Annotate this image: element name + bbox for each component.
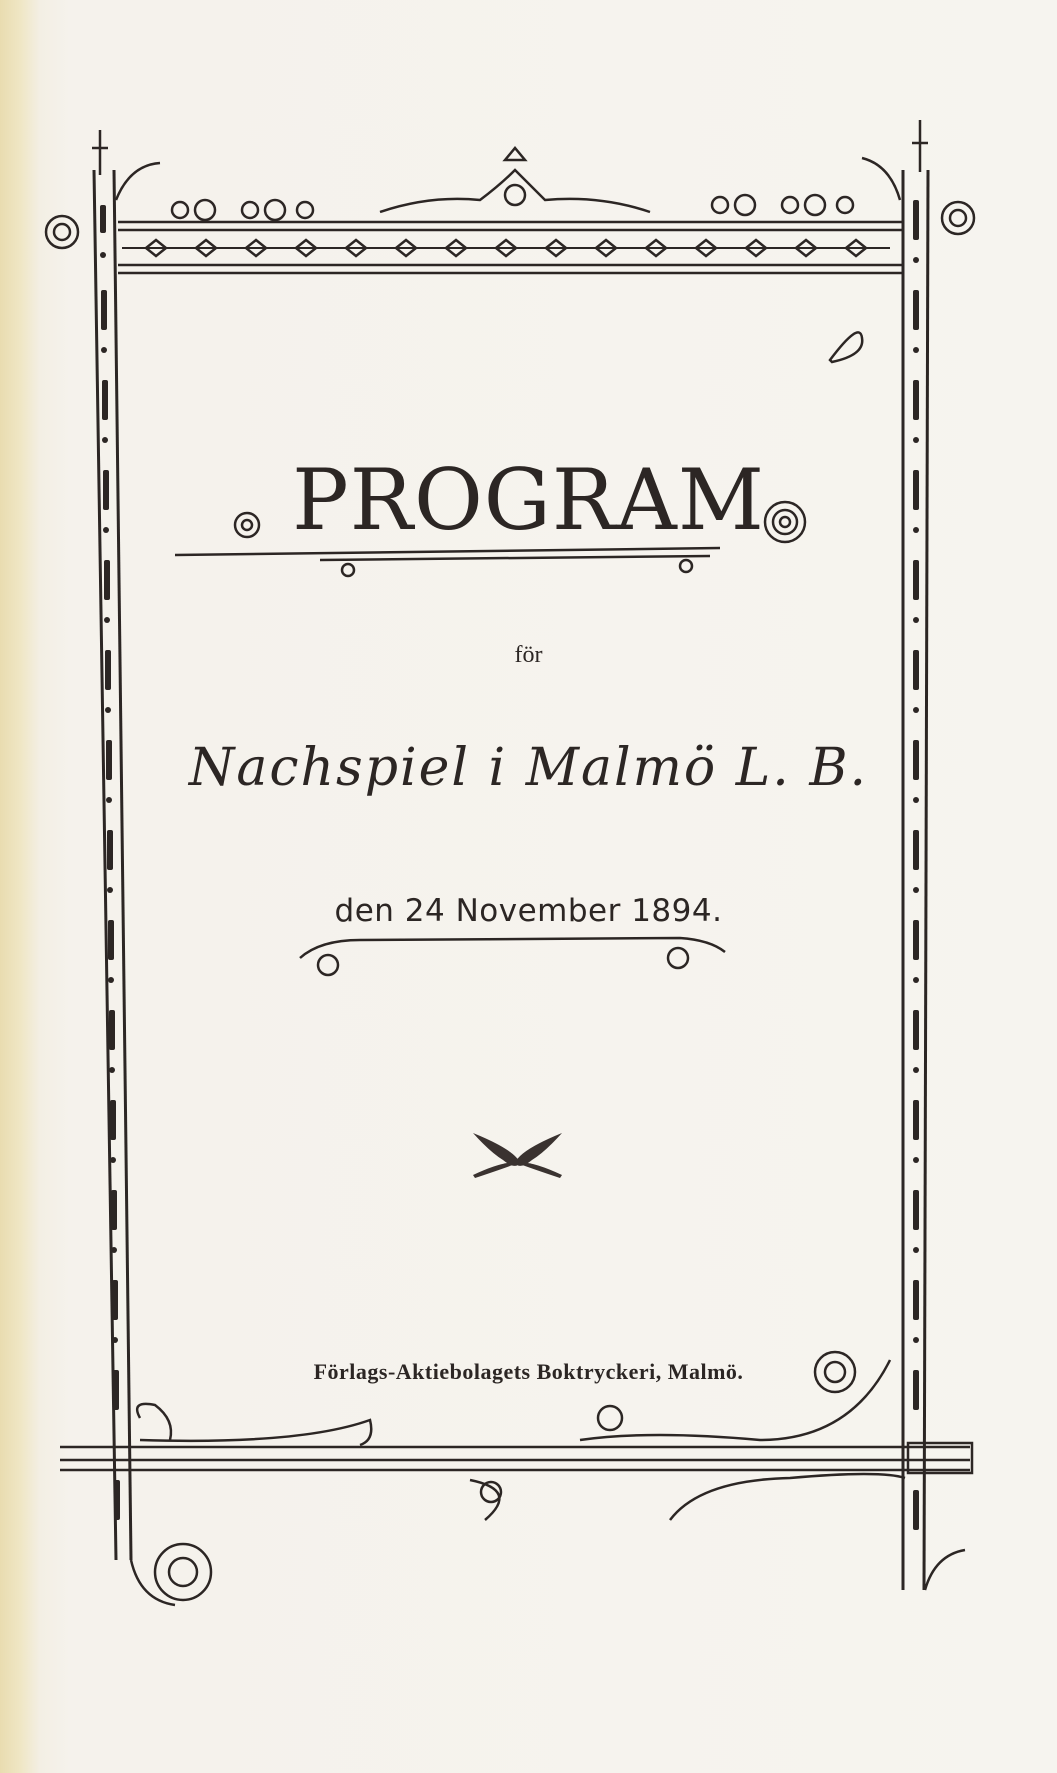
event-name: Nachspiel i Malmö L. B. bbox=[188, 738, 869, 798]
event-date: den 24 November 1894. bbox=[334, 893, 723, 929]
program-title: PROGRAM bbox=[292, 451, 765, 549]
for-label: för bbox=[514, 642, 543, 668]
printer-imprint: Förlags-Aktiebolagets Boktryckeri, Malmö. bbox=[313, 1359, 744, 1384]
